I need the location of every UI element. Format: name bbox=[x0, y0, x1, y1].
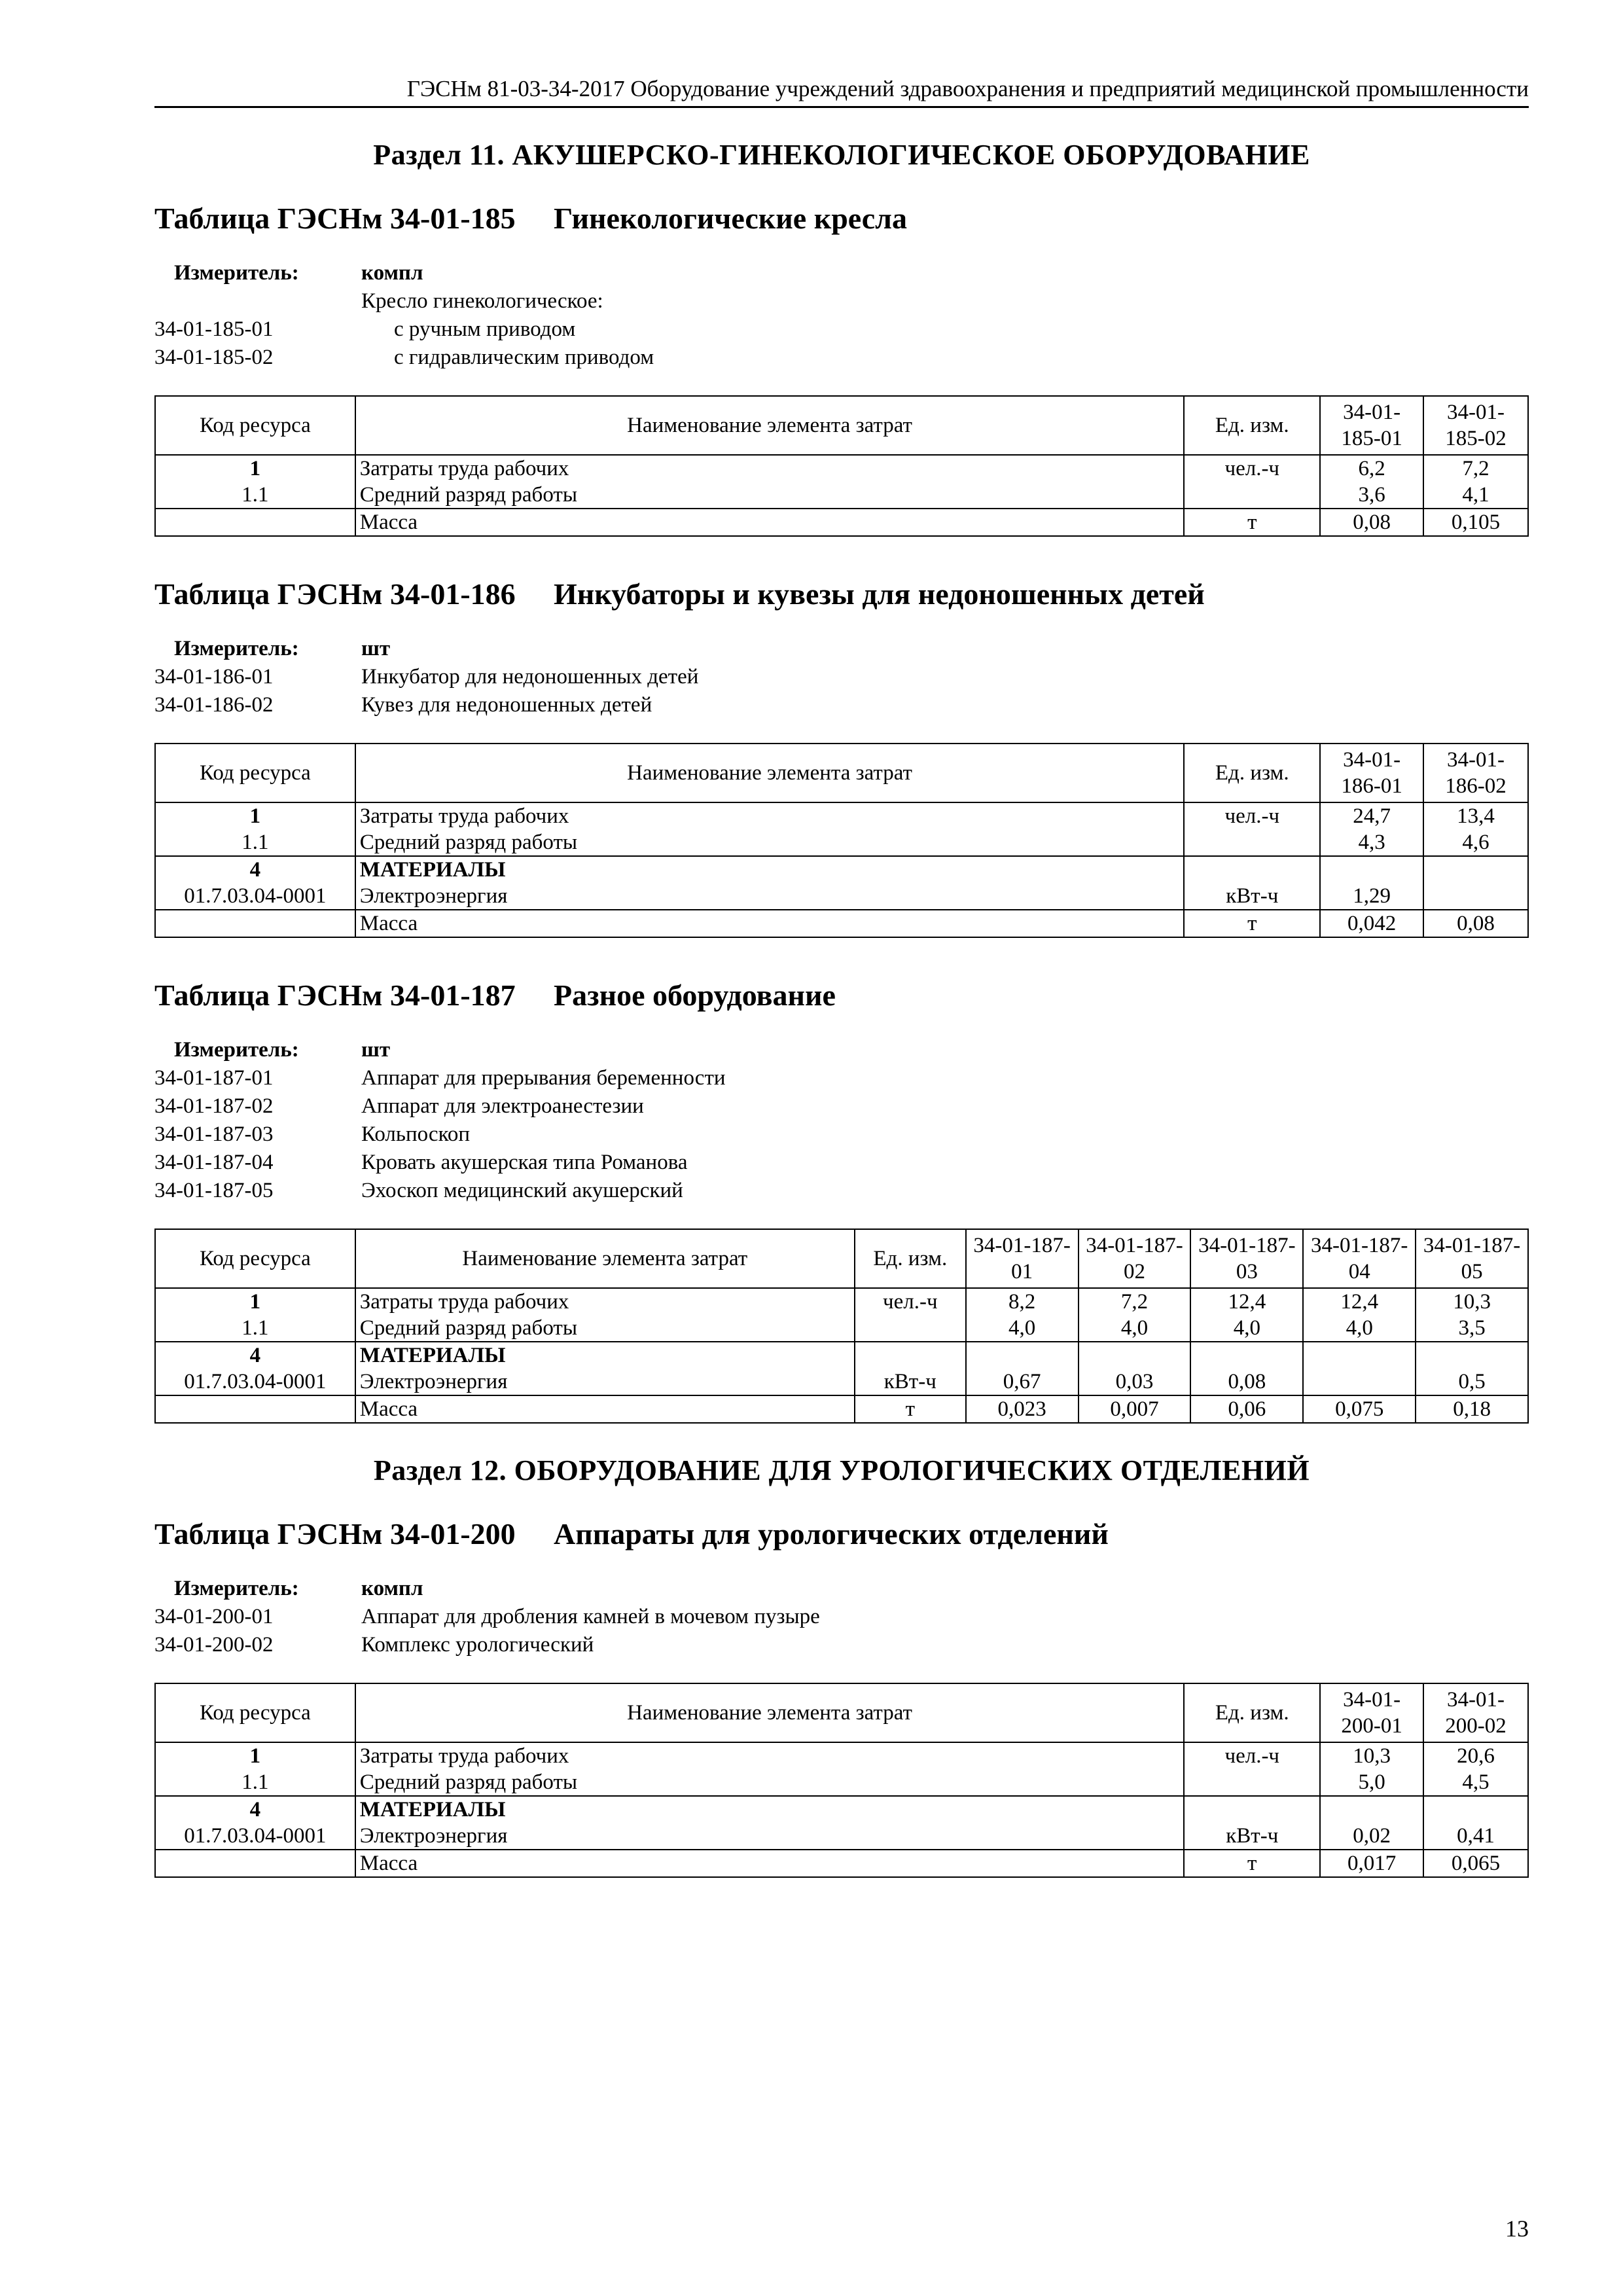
item-name: Аппарат для прерывания беременности bbox=[361, 1066, 726, 1090]
meter-label: Измеритель: bbox=[174, 1577, 299, 1600]
table-row: 4 МАТЕРИАЛЫ bbox=[155, 1342, 1528, 1369]
table-row: Масса т 0,023 0,007 0,06 0,075 0,18 bbox=[155, 1395, 1528, 1423]
table-row: 1.1 Средний разряд работы 4,3 4,6 bbox=[155, 829, 1528, 856]
col-header-value: 34-01-200-01 bbox=[1320, 1683, 1423, 1742]
table-row: 1 Затраты труда рабочих чел.-ч 8,2 7,2 12,4 12,4 10,3 bbox=[155, 1288, 1528, 1315]
table-187-title: Разное оборудование bbox=[554, 978, 836, 1012]
table-row: 1 Затраты труда рабочих чел.-ч 10,3 20,6 bbox=[155, 1742, 1528, 1769]
table-186-title: Инкубаторы и кувезы для недоношенных детей bbox=[554, 577, 1205, 611]
cost-table-185 bbox=[154, 395, 1529, 537]
col-header-name: Наименование элемента затрат bbox=[355, 1683, 1185, 1742]
col-header-value: 34-01-186-02 bbox=[1423, 744, 1528, 802]
table-187-meter-block bbox=[154, 1036, 1529, 1205]
table-row: Масса т 0,042 0,08 bbox=[155, 910, 1528, 937]
col-header-value: 34-01-185-01 bbox=[1320, 396, 1423, 455]
table-row: 4 МАТЕРИАЛЫ bbox=[155, 856, 1528, 883]
table-185-title: Гинекологические кресла bbox=[554, 202, 907, 235]
col-header-value: 34-01-187-05 bbox=[1416, 1229, 1528, 1288]
meter-value: компл bbox=[361, 261, 423, 285]
cost-table-200 bbox=[154, 1683, 1529, 1878]
item-code: 34-01-186-02 bbox=[154, 693, 274, 717]
meter-label: Измеритель: bbox=[174, 261, 299, 285]
table-row: 4 МАТЕРИАЛЫ bbox=[155, 1796, 1528, 1823]
col-header-value: 34-01-185-02 bbox=[1423, 396, 1528, 455]
col-header-code: Код ресурса bbox=[155, 744, 355, 802]
col-header-name: Наименование элемента затрат bbox=[355, 396, 1185, 455]
col-header-unit: Ед. изм. bbox=[1184, 396, 1320, 455]
item-name: Комплекс урологический bbox=[361, 1633, 594, 1657]
meter-label: Измеритель: bbox=[174, 1038, 299, 1062]
item-code: 34-01-187-02 bbox=[154, 1094, 274, 1118]
item-code: 34-01-187-01 bbox=[154, 1066, 274, 1090]
table-185-meter-block bbox=[154, 259, 1529, 372]
table-200-title: Аппараты для урологических отделений bbox=[554, 1517, 1109, 1551]
item-code: 34-01-186-01 bbox=[154, 665, 274, 689]
item-code: 34-01-187-05 bbox=[154, 1179, 274, 1202]
item-name: Инкубатор для недоношенных детей bbox=[361, 665, 699, 689]
col-header-unit: Ед. изм. bbox=[1184, 1683, 1320, 1742]
table-row: 1 Затраты труда рабочих чел.-ч 6,2 7,2 bbox=[155, 455, 1528, 482]
item-code: 34-01-185-01 bbox=[154, 317, 274, 341]
col-header-value: 34-01-187-01 bbox=[966, 1229, 1079, 1288]
col-header-value: 34-01-187-03 bbox=[1190, 1229, 1303, 1288]
page-number: 13 bbox=[1505, 2215, 1529, 2242]
table-185-label: Таблица ГЭСНм 34-01-185 bbox=[154, 202, 516, 235]
table-row: 1 Затраты труда рабочих чел.-ч 24,7 13,4 bbox=[155, 802, 1528, 829]
table-200-meter-block bbox=[154, 1575, 1529, 1659]
document-page bbox=[154, 0, 1529, 1878]
item-name: Кольпоскоп bbox=[361, 1122, 471, 1146]
item-code: 34-01-200-02 bbox=[154, 1633, 274, 1657]
item-name: Аппарат для электроанестезии bbox=[361, 1094, 644, 1118]
meter-value: шт bbox=[361, 637, 391, 660]
cost-table-186 bbox=[154, 743, 1529, 938]
table-row: 01.7.03.04-0001 Электроэнергия кВт-ч 0,02 0,41 bbox=[155, 1823, 1528, 1850]
col-header-code: Код ресурса bbox=[155, 1683, 355, 1742]
col-header-unit: Ед. изм. bbox=[1184, 744, 1320, 802]
col-header-name: Наименование элемента затрат bbox=[355, 744, 1185, 802]
item-code: 34-01-187-04 bbox=[154, 1151, 274, 1174]
table-186-label: Таблица ГЭСНм 34-01-186 bbox=[154, 577, 516, 611]
table-row: 1.1 Средний разряд работы 3,6 4,1 bbox=[155, 482, 1528, 509]
table-200-heading bbox=[154, 1516, 1529, 1552]
meter-value: компл bbox=[361, 1577, 423, 1600]
item-name: Аппарат для дробления камней в мочевом пузыре bbox=[361, 1605, 820, 1628]
col-header-value: 34-01-187-02 bbox=[1079, 1229, 1191, 1288]
table-row: 1.1 Средний разряд работы 5,0 4,5 bbox=[155, 1769, 1528, 1796]
section-12-title: Раздел 12. ОБОРУДОВАНИЕ ДЛЯ УРОЛОГИЧЕСКИХ ОТДЕЛЕНИЙ bbox=[373, 1454, 1310, 1486]
table-187-label: Таблица ГЭСНм 34-01-187 bbox=[154, 978, 516, 1012]
table-186-heading bbox=[154, 576, 1529, 613]
table-row: 1.1 Средний разряд работы 4,0 4,0 4,0 4,0 3,5 bbox=[155, 1315, 1528, 1342]
col-header-unit: Ед. изм. bbox=[855, 1229, 966, 1288]
table-187-heading bbox=[154, 977, 1529, 1014]
table-186-meter-block bbox=[154, 635, 1529, 719]
table-200-label: Таблица ГЭСНм 34-01-200 bbox=[154, 1517, 516, 1551]
item-code: 34-01-185-02 bbox=[154, 346, 274, 369]
item-code: 34-01-187-03 bbox=[154, 1122, 274, 1146]
item-name: с ручным приводом bbox=[394, 317, 576, 341]
col-header-code: Код ресурса bbox=[155, 396, 355, 455]
section-11-title: Раздел 11. АКУШЕРСКО-ГИНЕКОЛОГИЧЕСКОЕ ОБОРУДОВАНИЕ bbox=[373, 139, 1310, 171]
item-name: Эхоскоп медицинский акушерский bbox=[361, 1179, 683, 1202]
col-header-value: 34-01-186-01 bbox=[1320, 744, 1423, 802]
item-name: Кувез для недоношенных детей bbox=[361, 693, 652, 717]
table-185-heading bbox=[154, 200, 1529, 237]
table-row: Масса т 0,017 0,065 bbox=[155, 1850, 1528, 1877]
running-header: ГЭСНм 81-03-34-2017 Оборудование учреждений здравоохранения и предприятий медицинской промышленности bbox=[154, 75, 1529, 108]
meter-value: шт bbox=[361, 1038, 391, 1062]
col-header-value: 34-01-187-04 bbox=[1303, 1229, 1416, 1288]
table-row: 01.7.03.04-0001 Электроэнергия кВт-ч 1,29 bbox=[155, 883, 1528, 910]
item-name: Кровать акушерская типа Романова bbox=[361, 1151, 688, 1174]
item-group-label: Кресло гинекологическое: bbox=[361, 289, 603, 313]
meter-label: Измеритель: bbox=[174, 637, 299, 660]
item-name: с гидравлическим приводом bbox=[394, 346, 654, 369]
col-header-code: Код ресурса bbox=[155, 1229, 355, 1288]
table-row: 01.7.03.04-0001 Электроэнергия кВт-ч 0,67 0,03 0,08 0,5 bbox=[155, 1369, 1528, 1395]
item-code: 34-01-200-01 bbox=[154, 1605, 274, 1628]
table-row: Масса т 0,08 0,105 bbox=[155, 509, 1528, 536]
col-header-name: Наименование элемента затрат bbox=[355, 1229, 855, 1288]
col-header-value: 34-01-200-02 bbox=[1423, 1683, 1528, 1742]
cost-table-187 bbox=[154, 1229, 1529, 1424]
